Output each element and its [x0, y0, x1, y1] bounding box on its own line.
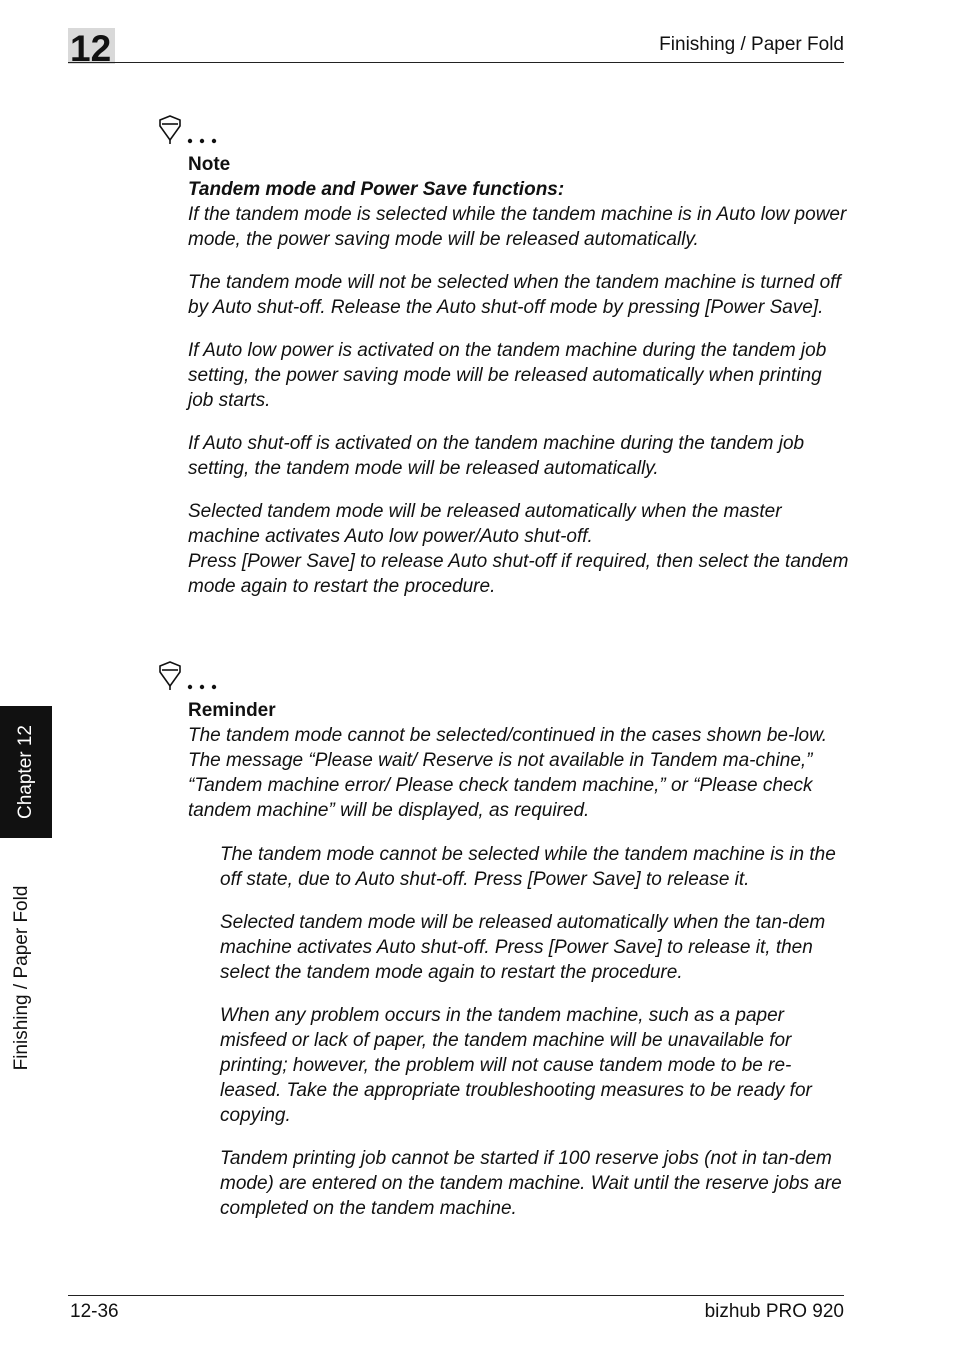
page-number: 12-36: [70, 1301, 119, 1322]
note-paragraph: The tandem mode will not be selected when the tandem machine is turned off by Auto shut-off. Release the Auto shut-off mode by pressing [Power Save].: [188, 272, 841, 318]
note-block: [188, 152, 850, 599]
product-name: bizhub PRO 920: [704, 1301, 844, 1322]
reminder-case-item: Selected tandem mode will be released automatically when the tan-dem machine activates Auto shut-off. Press [Power Save] to release it, then select the tandem mode again to restart the procedure.: [220, 912, 826, 983]
reminder-heading: Reminder: [188, 700, 276, 721]
note-heading: Note: [188, 154, 231, 175]
reminder-intro: The tandem mode cannot be selected/continued in the cases shown be-low. The message “Please wait/ Reserve is not available in Tandem ma-chine,” “Tandem machine error/ Please check tandem machine,” or “Please check tandem machine” will be displayed, as required.: [188, 725, 828, 821]
chapter-side-tab-label: Chapter 12: [15, 724, 36, 820]
reminder-case-item: Tandem printing job cannot be started if 100 reserve jobs (not in tan-dem mode) are entered on the tandem machine. Wait until the reserve jobs are completed on the tandem machine.: [220, 1148, 842, 1219]
note-paragraph: If Auto shut-off is activated on the tandem machine during the tandem job setting, the tandem mode will be released automatically.: [188, 433, 805, 479]
chapter-number: 12: [70, 28, 112, 69]
header-divider: [68, 62, 844, 63]
reminder-case-item: When any problem occurs in the tandem machine, such as a paper misfeed or lack of paper, the tandem machine will be unavailable for printing; however, the problem will not cause tandem mode to be re-leased. Take the appropriate troubleshooting measures to be ready for copying.: [220, 1005, 812, 1126]
note-subheading: Tandem mode and Power Save functions:: [188, 179, 565, 200]
footer-divider: [68, 1295, 844, 1296]
pencil-note-icon: [156, 114, 220, 146]
running-header-title: Finishing / Paper Fold: [659, 34, 844, 55]
note-paragraph: Press [Power Save] to release Auto shut-off if required, then select the tandem mode again to restart the procedure.: [188, 551, 849, 597]
note-paragraph: If the tandem mode is selected while the tandem machine is in Auto low power mode, the power saving mode will be released automatically.: [188, 204, 847, 250]
section-side-label: Finishing / Paper Fold: [11, 885, 32, 1071]
pencil-note-icon: [156, 660, 220, 692]
note-paragraph: If Auto low power is activated on the tandem machine during the tandem job setting, the power saving mode will be released automatically when printing job starts.: [188, 340, 827, 411]
reminder-case-list: [220, 842, 850, 1239]
reminder-case-item: The tandem mode cannot be selected while the tandem machine is in the off state, due to Auto shut-off. Press [Power Save] to release it.: [220, 844, 836, 890]
reminder-block: [188, 698, 850, 823]
note-paragraph: Selected tandem mode will be released automatically when the master machine activates Auto low power/Auto shut-off.: [188, 501, 782, 547]
